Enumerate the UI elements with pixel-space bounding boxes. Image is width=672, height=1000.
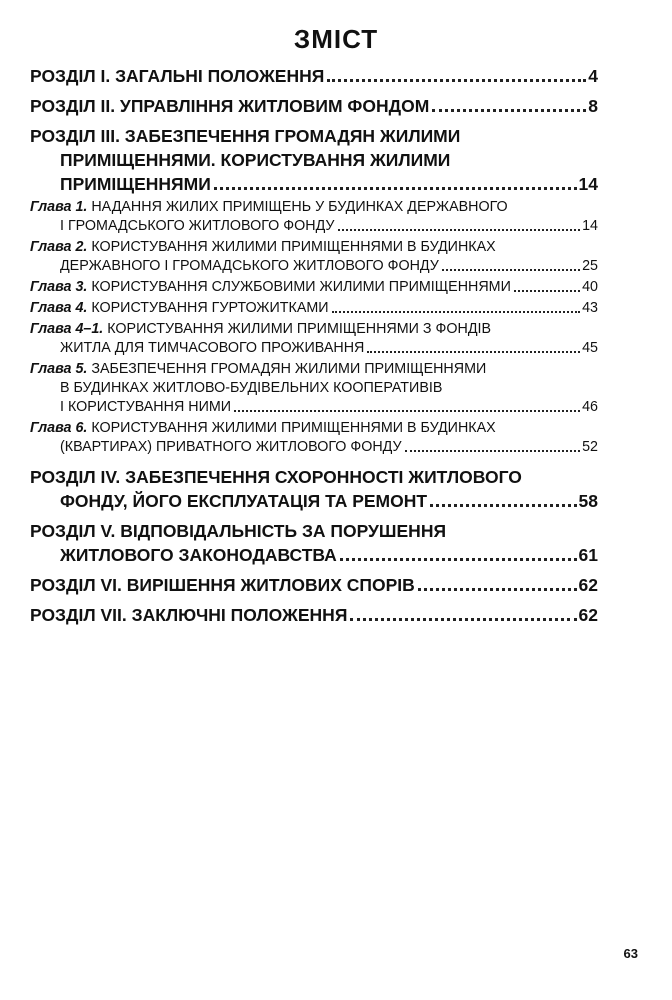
dot-leader: [442, 269, 580, 271]
dot-leader: [214, 187, 577, 190]
toc-page-number: 45: [582, 340, 598, 356]
toc-entry-text: РОЗДІЛ ІІ. УПРАВЛІННЯ ЖИТЛОВИМ ФОНДОМ: [30, 96, 430, 116]
toc-chapter-entry: [30, 419, 598, 457]
chapter-label: Глава 1.: [30, 199, 88, 215]
toc-section-entry: [30, 573, 598, 597]
toc-section-entry: [30, 94, 598, 118]
toc-page-number: 62: [578, 605, 598, 625]
dot-leader: [327, 79, 586, 82]
toc-entry-text: ЗАБЕЗПЕЧЕННЯ ГРОМАДЯН ЖИЛИМИ ПРИМІЩЕННЯМИ: [91, 361, 487, 377]
toc-entry-line: [30, 465, 598, 489]
toc-entry-text: РОЗДІЛ І. ЗАГАЛЬНІ ПОЛОЖЕННЯ: [30, 66, 325, 86]
toc-entry-line: [30, 257, 598, 276]
toc-entry-line: [30, 419, 598, 438]
toc-page-number: 14: [578, 174, 598, 194]
toc-section-entry: [30, 124, 598, 196]
toc-page-number: 8: [588, 96, 598, 116]
toc-section-entry: [30, 64, 598, 88]
toc-page-number: 46: [582, 399, 598, 415]
toc-section-entry: [30, 603, 598, 627]
chapter-label: Глава 6.: [30, 420, 88, 436]
toc-entry-line: [30, 339, 598, 358]
toc-section-entry: [30, 465, 598, 513]
toc-entry-line: [30, 299, 598, 318]
toc-entry-line: [30, 124, 598, 148]
toc-entry-text: РОЗДІЛ VI. ВИРІШЕННЯ ЖИТЛОВИХ СПОРІВ: [30, 575, 415, 595]
page-number: 63: [623, 946, 638, 961]
toc-entry-text: КОРИСТУВАННЯ ГУРТОЖИТКАМИ: [91, 300, 329, 316]
dot-leader: [405, 450, 580, 452]
chapter-label: Глава 4–1.: [30, 321, 104, 337]
toc-entry-text: РОЗДІЛ VII. ЗАКЛЮЧНІ ПОЛОЖЕННЯ: [30, 605, 348, 625]
toc-entry-line: [30, 543, 598, 567]
toc-entry-line: [30, 320, 598, 339]
toc-entry-text: ФОНДУ, ЙОГО ЕКСПЛУАТАЦІЯ ТА РЕМОНТ: [60, 491, 428, 511]
dot-leader: [234, 410, 580, 412]
toc-entry-text: І КОРИСТУВАННЯ НИМИ: [60, 399, 232, 415]
page-title: ЗМІСТ: [293, 24, 379, 54]
toc-page-number: 43: [582, 300, 598, 316]
dot-leader: [430, 504, 576, 507]
dot-leader: [350, 618, 576, 621]
chapter-label: Глава 3.: [30, 279, 88, 295]
toc-entry-line: [30, 438, 598, 457]
toc-entry-line: [30, 198, 598, 217]
dot-leader: [514, 290, 580, 292]
toc-page-number: 40: [582, 279, 598, 295]
toc-entry-line: [30, 379, 598, 398]
toc-entry-text: ПРИМІЩЕННЯМИ. КОРИСТУВАННЯ ЖИЛИМИ: [60, 150, 451, 170]
chapter-label: Глава 4.: [30, 300, 88, 316]
dot-leader: [432, 109, 586, 112]
toc-entry-text: КОРИСТУВАННЯ СЛУЖБОВИМИ ЖИЛИМИ ПРИМІЩЕННЯМИ: [91, 279, 511, 295]
toc-chapter-entry: [30, 360, 598, 417]
dot-leader: [332, 311, 581, 313]
toc-page-number: 52: [582, 439, 598, 455]
dot-leader: [418, 588, 577, 591]
dot-leader: [340, 558, 577, 561]
toc-entry-text: КОРИСТУВАННЯ ЖИЛИМИ ПРИМІЩЕННЯМИ В БУДИНКАХ: [91, 420, 496, 436]
toc-entry-text: І ГРОМАДСЬКОГО ЖИТЛОВОГО ФОНДУ: [60, 218, 335, 234]
toc-entry-text: В БУДИНКАХ ЖИТЛОВО-БУДІВЕЛЬНИХ КООПЕРАТИВІВ: [60, 380, 443, 396]
toc-page-number: 4: [588, 66, 598, 86]
toc-chapter-entry: [30, 299, 598, 318]
toc-entry-text: РОЗДІЛ IV. ЗАБЕЗПЕЧЕННЯ СХОРОННОСТІ ЖИТЛОВОГО: [30, 467, 522, 487]
toc-page-number: 58: [578, 491, 598, 511]
toc-entry-text: ДЕРЖАВНОГО І ГРОМАДСЬКОГО ЖИТЛОВОГО ФОНДУ: [60, 258, 439, 274]
toc-entry-line: [30, 94, 598, 118]
chapter-label: Глава 5.: [30, 361, 88, 377]
toc-entry-line: [30, 603, 598, 627]
toc-entry-text: КОРИСТУВАННЯ ЖИЛИМИ ПРИМІЩЕННЯМИ В БУДИНКАХ: [91, 239, 496, 255]
toc-entry-text: ЖИТЛОВОГО ЗАКОНОДАВСТВА: [60, 545, 337, 565]
toc-entry-line: [30, 217, 598, 236]
toc-chapter-entry: [30, 238, 598, 276]
toc-entry-line: [30, 573, 598, 597]
toc-chapter-entry: [30, 278, 598, 297]
toc-page-number: 25: [582, 258, 598, 274]
toc-page-number: 62: [578, 575, 598, 595]
dot-leader: [367, 351, 580, 353]
toc-entry-line: [30, 398, 598, 417]
toc-entry-line: [30, 64, 598, 88]
toc-entry-line: [30, 489, 598, 513]
toc-entry-line: [30, 238, 598, 257]
toc-entry-text: КОРИСТУВАННЯ ЖИЛИМИ ПРИМІЩЕННЯМИ З ФОНДІВ: [107, 321, 492, 337]
toc-entry-line: [30, 148, 598, 172]
toc-entry-line: [30, 519, 598, 543]
toc-entry-line: [30, 172, 598, 196]
toc-entry-line: [30, 278, 598, 297]
toc-entry-text: ЖИТЛА ДЛЯ ТИМЧАСОВОГО ПРОЖИВАННЯ: [60, 340, 365, 356]
toc-section-entry: [30, 519, 598, 567]
table-of-contents: [30, 64, 598, 627]
toc-entry-text: НАДАННЯ ЖИЛИХ ПРИМІЩЕНЬ У БУДИНКАХ ДЕРЖАВНОГО: [91, 199, 508, 215]
toc-chapter-entry: [30, 320, 598, 358]
toc-page-number: 14: [582, 218, 598, 234]
dot-leader: [338, 229, 581, 231]
toc-entry-text: ПРИМІЩЕННЯМИ: [60, 174, 211, 194]
toc-entry-text: РОЗДІЛ V. ВІДПОВІДАЛЬНІСТЬ ЗА ПОРУШЕННЯ: [30, 521, 447, 541]
chapter-label: Глава 2.: [30, 239, 88, 255]
toc-entry-line: [30, 360, 598, 379]
toc-chapter-entry: [30, 198, 598, 236]
toc-page-number: 61: [578, 545, 598, 565]
toc-entry-text: (КВАРТИРАХ) ПРИВАТНОГО ЖИТЛОВОГО ФОНДУ: [60, 439, 402, 455]
toc-entry-text: РОЗДІЛ ІІІ. ЗАБЕЗПЕЧЕННЯ ГРОМАДЯН ЖИЛИМИ: [30, 126, 461, 146]
